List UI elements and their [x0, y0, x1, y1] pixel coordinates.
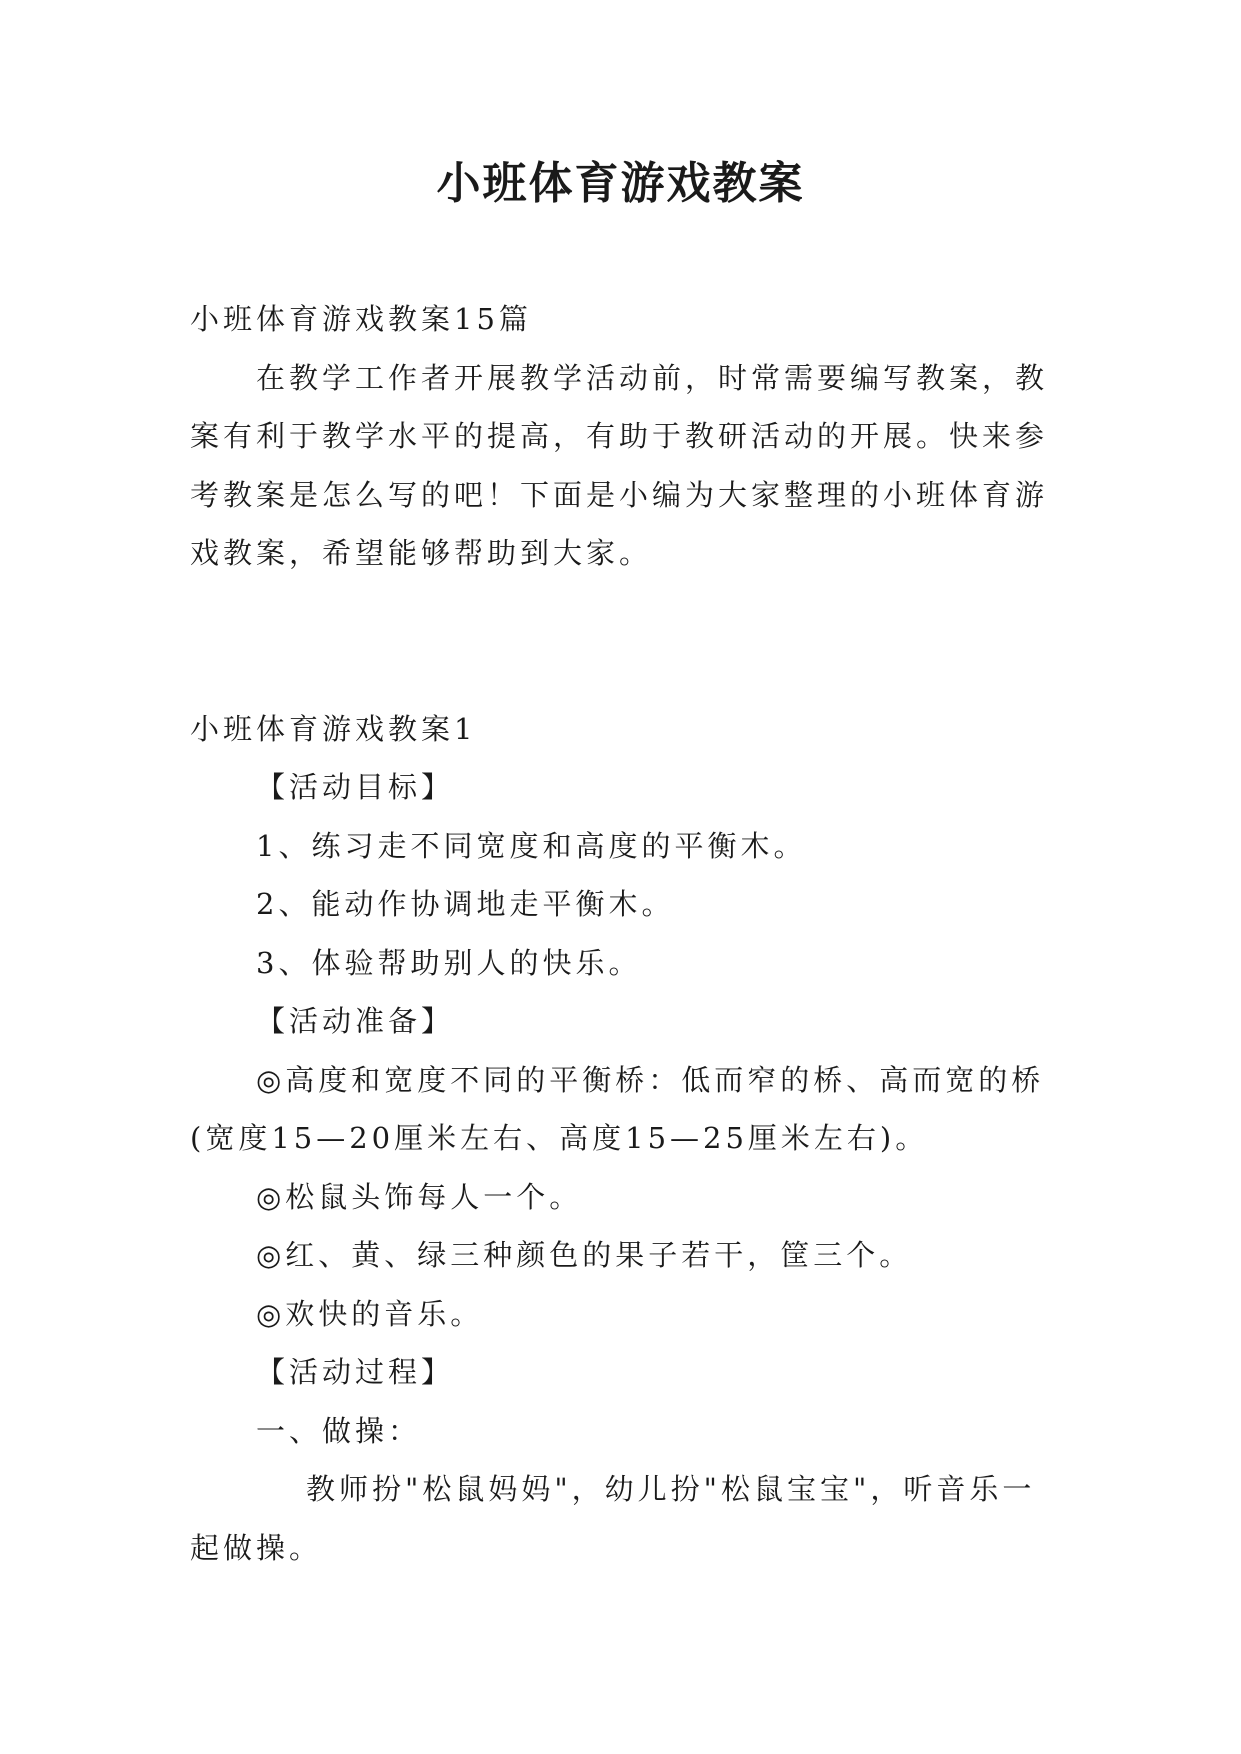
section-spacer	[190, 583, 1052, 700]
step1-heading: 一、做操：	[256, 1413, 422, 1448]
document-title: 小班体育游戏教案	[436, 158, 805, 209]
prep-item-1: ◎高度和宽度不同的平衡桥：低而窄的桥、高而宽的桥(宽度15—20厘米左右、高度15—25厘米左右)。	[190, 1062, 1045, 1155]
goal-item-2: 2、能动作协调地走平衡木。	[256, 887, 675, 921]
goal-item-1: 1、练习走不同宽度和高度的平衡木。	[256, 828, 807, 863]
document-body	[190, 290, 1052, 1577]
prep-item-3: ◎红、黄、绿三种颜色的果子若干，筐三个。	[256, 1238, 913, 1272]
process-heading: 【活动过程】	[256, 1355, 455, 1389]
prep-item-4: ◎欢快的音乐。	[256, 1296, 484, 1331]
step1-text: 教师扮"松鼠妈妈"，幼儿扮"松鼠宝宝"，听音乐一起做操。	[190, 1472, 1036, 1565]
section-title: 小班体育游戏教案1	[190, 711, 477, 746]
goal-item-3: 3、体验帮助别人的快乐。	[256, 945, 642, 980]
prep-heading: 【活动准备】	[256, 1004, 455, 1038]
intro-paragraph: 在教学工作者开展教学活动前，时常需要编写教案，教案有利于教学水平的提高，有助于教研活动的开展。快来参考教案是怎么写的吧！下面是小编为大家整理的小班体育游戏教案，希望能够帮助到大家。	[190, 360, 1049, 570]
goal-heading: 【活动目标】	[256, 770, 455, 804]
document-subtitle: 小班体育游戏教案15篇	[190, 302, 532, 336]
prep-item-2: ◎松鼠头饰每人一个。	[256, 1179, 583, 1214]
